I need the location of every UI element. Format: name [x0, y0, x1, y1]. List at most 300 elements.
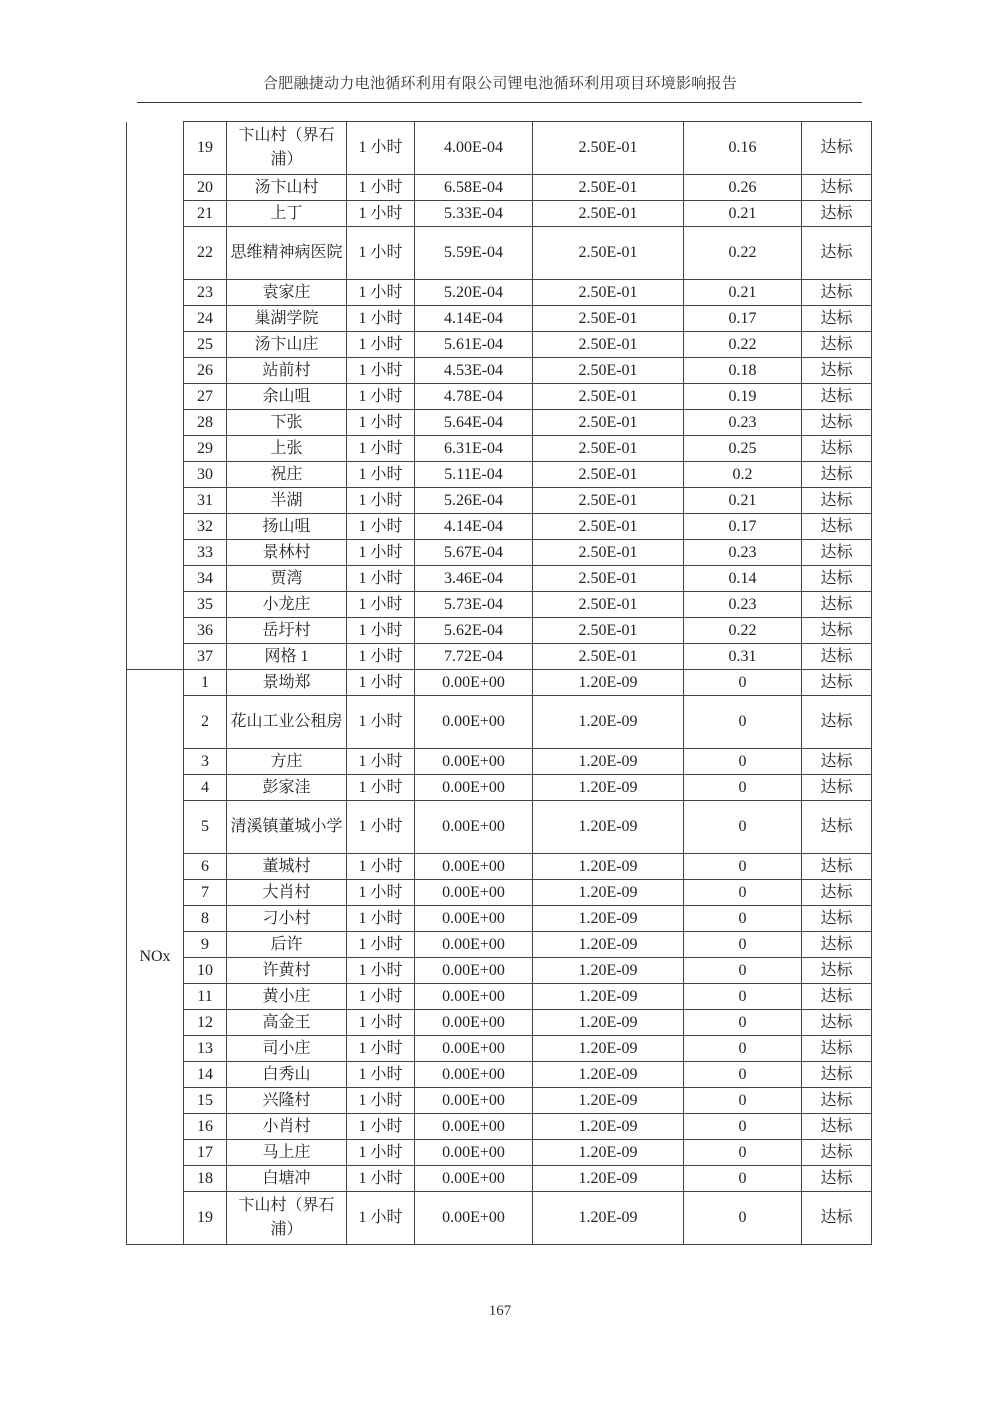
standard-value: 1.20E-09 [533, 932, 684, 958]
percent-of-standard: 0 [684, 1088, 802, 1114]
averaging-period: 1 小时 [347, 644, 415, 670]
standard-value: 1.20E-09 [533, 1036, 684, 1062]
compliance-status: 达标 [802, 410, 872, 436]
pollutant-cell [127, 122, 184, 670]
receptor-name: 花山工业公租房 [227, 696, 347, 749]
receptor-name: 岳圩村 [227, 618, 347, 644]
receptor-name: 彭家洼 [227, 775, 347, 801]
compliance-status: 达标 [802, 880, 872, 906]
predicted-concentration: 4.14E-04 [415, 306, 533, 332]
table-row [127, 1140, 872, 1166]
receptor-name: 黄小庄 [227, 984, 347, 1010]
predicted-concentration: 5.11E-04 [415, 462, 533, 488]
page-number: 167 [488, 1303, 512, 1319]
averaging-period: 1 小时 [347, 201, 415, 227]
row-number: 13 [184, 1036, 227, 1062]
receptor-name: 上张 [227, 436, 347, 462]
table-row [127, 670, 872, 696]
compliance-status: 达标 [802, 462, 872, 488]
predicted-concentration: 0.00E+00 [415, 1062, 533, 1088]
standard-value: 2.50E-01 [533, 175, 684, 201]
predicted-concentration: 0.00E+00 [415, 1166, 533, 1192]
compliance-status: 达标 [802, 1192, 872, 1245]
predicted-concentration: 0.00E+00 [415, 906, 533, 932]
compliance-status: 达标 [802, 644, 872, 670]
table-row [127, 566, 872, 592]
compliance-status: 达标 [802, 1036, 872, 1062]
row-number: 28 [184, 410, 227, 436]
table-row [127, 122, 872, 175]
percent-of-standard: 0.25 [684, 436, 802, 462]
predicted-concentration: 5.64E-04 [415, 410, 533, 436]
table-row [127, 1192, 872, 1245]
averaging-period: 1 小时 [347, 122, 415, 175]
averaging-period: 1 小时 [347, 696, 415, 749]
averaging-period: 1 小时 [347, 775, 415, 801]
receptor-name: 汤卞山村 [227, 175, 347, 201]
table-row [127, 410, 872, 436]
percent-of-standard: 0.23 [684, 592, 802, 618]
receptor-name: 汤卞山庄 [227, 332, 347, 358]
compliance-status: 达标 [802, 488, 872, 514]
row-number: 35 [184, 592, 227, 618]
percent-of-standard: 0 [684, 1036, 802, 1062]
percent-of-standard: 0 [684, 958, 802, 984]
row-number: 9 [184, 932, 227, 958]
table-row [127, 201, 872, 227]
row-number: 23 [184, 280, 227, 306]
percent-of-standard: 0.21 [684, 488, 802, 514]
table-row [127, 332, 872, 358]
compliance-status: 达标 [802, 1166, 872, 1192]
percent-of-standard: 0.17 [684, 306, 802, 332]
compliance-status: 达标 [802, 175, 872, 201]
receptor-name: 卞山村（界石浦） [227, 122, 347, 175]
receptor-name: 马上庄 [227, 1140, 347, 1166]
compliance-status: 达标 [802, 932, 872, 958]
standard-value: 1.20E-09 [533, 880, 684, 906]
compliance-status: 达标 [802, 358, 872, 384]
standard-value: 1.20E-09 [533, 1166, 684, 1192]
averaging-period: 1 小时 [347, 436, 415, 462]
averaging-period: 1 小时 [347, 332, 415, 358]
compliance-status: 达标 [802, 775, 872, 801]
averaging-period: 1 小时 [347, 801, 415, 854]
percent-of-standard: 0.2 [684, 462, 802, 488]
receptor-name: 贾湾 [227, 566, 347, 592]
table-row [127, 906, 872, 932]
receptor-name: 兴隆村 [227, 1088, 347, 1114]
percent-of-standard: 0.19 [684, 384, 802, 410]
standard-value: 2.50E-01 [533, 592, 684, 618]
compliance-status: 达标 [802, 514, 872, 540]
row-number: 26 [184, 358, 227, 384]
percent-of-standard: 0 [684, 854, 802, 880]
row-number: 37 [184, 644, 227, 670]
standard-value: 1.20E-09 [533, 984, 684, 1010]
standard-value: 2.50E-01 [533, 462, 684, 488]
compliance-status: 达标 [802, 280, 872, 306]
standard-value: 1.20E-09 [533, 1062, 684, 1088]
table-row [127, 514, 872, 540]
percent-of-standard: 0 [684, 749, 802, 775]
compliance-status: 达标 [802, 1140, 872, 1166]
table-row [127, 592, 872, 618]
table-row [127, 775, 872, 801]
compliance-status: 达标 [802, 201, 872, 227]
header-divider [137, 102, 862, 103]
table-row [127, 1088, 872, 1114]
percent-of-standard: 0.17 [684, 514, 802, 540]
row-number: 33 [184, 540, 227, 566]
standard-value: 1.20E-09 [533, 1088, 684, 1114]
standard-value: 2.50E-01 [533, 410, 684, 436]
predicted-concentration: 0.00E+00 [415, 801, 533, 854]
standard-value: 2.50E-01 [533, 332, 684, 358]
predicted-concentration: 6.31E-04 [415, 436, 533, 462]
predicted-concentration: 0.00E+00 [415, 1088, 533, 1114]
table-row [127, 1166, 872, 1192]
standard-value: 2.50E-01 [533, 436, 684, 462]
row-number: 6 [184, 854, 227, 880]
row-number: 29 [184, 436, 227, 462]
predicted-concentration: 5.61E-04 [415, 332, 533, 358]
standard-value: 1.20E-09 [533, 801, 684, 854]
table-row [127, 1062, 872, 1088]
receptor-name: 董城村 [227, 854, 347, 880]
percent-of-standard: 0.23 [684, 410, 802, 436]
averaging-period: 1 小时 [347, 592, 415, 618]
percent-of-standard: 0.21 [684, 201, 802, 227]
percent-of-standard: 0 [684, 984, 802, 1010]
averaging-period: 1 小时 [347, 514, 415, 540]
averaging-period: 1 小时 [347, 958, 415, 984]
standard-value: 2.50E-01 [533, 488, 684, 514]
compliance-status: 达标 [802, 906, 872, 932]
compliance-status: 达标 [802, 384, 872, 410]
predicted-concentration: 0.00E+00 [415, 932, 533, 958]
receptor-name: 站前村 [227, 358, 347, 384]
table-row [127, 749, 872, 775]
percent-of-standard: 0.31 [684, 644, 802, 670]
receptor-name: 半湖 [227, 488, 347, 514]
row-number: 11 [184, 984, 227, 1010]
receptor-name: 刁小村 [227, 906, 347, 932]
table-row [127, 932, 872, 958]
compliance-status: 达标 [802, 854, 872, 880]
standard-value: 1.20E-09 [533, 670, 684, 696]
table-row [127, 280, 872, 306]
averaging-period: 1 小时 [347, 175, 415, 201]
predicted-concentration: 0.00E+00 [415, 984, 533, 1010]
predicted-concentration: 5.33E-04 [415, 201, 533, 227]
predicted-concentration: 7.72E-04 [415, 644, 533, 670]
percent-of-standard: 0 [684, 1010, 802, 1036]
table-row [127, 306, 872, 332]
table-row [127, 462, 872, 488]
standard-value: 1.20E-09 [533, 775, 684, 801]
receptor-name: 思维精神病医院 [227, 227, 347, 280]
standard-value: 2.50E-01 [533, 306, 684, 332]
row-number: 16 [184, 1114, 227, 1140]
compliance-status: 达标 [802, 566, 872, 592]
table-row [127, 854, 872, 880]
compliance-status: 达标 [802, 227, 872, 280]
pollutant-cell: NOx [127, 670, 184, 1245]
percent-of-standard: 0 [684, 1166, 802, 1192]
row-number: 4 [184, 775, 227, 801]
averaging-period: 1 小时 [347, 1166, 415, 1192]
compliance-status: 达标 [802, 1114, 872, 1140]
row-number: 17 [184, 1140, 227, 1166]
standard-value: 2.50E-01 [533, 644, 684, 670]
predicted-concentration: 0.00E+00 [415, 1114, 533, 1140]
receptor-name: 白秀山 [227, 1062, 347, 1088]
predicted-concentration: 5.20E-04 [415, 280, 533, 306]
percent-of-standard: 0.23 [684, 540, 802, 566]
receptor-name: 景林村 [227, 540, 347, 566]
averaging-period: 1 小时 [347, 462, 415, 488]
percent-of-standard: 0.26 [684, 175, 802, 201]
predicted-concentration: 0.00E+00 [415, 1010, 533, 1036]
receptor-name: 下张 [227, 410, 347, 436]
standard-value: 2.50E-01 [533, 384, 684, 410]
compliance-status: 达标 [802, 592, 872, 618]
receptor-name: 高金王 [227, 1010, 347, 1036]
standard-value: 1.20E-09 [533, 906, 684, 932]
table-row [127, 696, 872, 749]
compliance-status: 达标 [802, 670, 872, 696]
receptor-name: 余山咀 [227, 384, 347, 410]
percent-of-standard: 0 [684, 670, 802, 696]
predicted-concentration: 4.00E-04 [415, 122, 533, 175]
row-number: 10 [184, 958, 227, 984]
receptor-name: 白塘冲 [227, 1166, 347, 1192]
averaging-period: 1 小时 [347, 749, 415, 775]
row-number: 22 [184, 227, 227, 280]
row-number: 12 [184, 1010, 227, 1036]
averaging-period: 1 小时 [347, 227, 415, 280]
predicted-concentration: 6.58E-04 [415, 175, 533, 201]
predicted-concentration: 0.00E+00 [415, 775, 533, 801]
averaging-period: 1 小时 [347, 1036, 415, 1062]
predicted-concentration: 0.00E+00 [415, 1140, 533, 1166]
row-number: 19 [184, 122, 227, 175]
row-number: 14 [184, 1062, 227, 1088]
standard-value: 2.50E-01 [533, 280, 684, 306]
averaging-period: 1 小时 [347, 566, 415, 592]
row-number: 1 [184, 670, 227, 696]
predicted-concentration: 0.00E+00 [415, 854, 533, 880]
row-number: 27 [184, 384, 227, 410]
table-row [127, 227, 872, 280]
row-number: 36 [184, 618, 227, 644]
receptor-name: 卞山村（界石浦） [227, 1192, 347, 1245]
row-number: 24 [184, 306, 227, 332]
percent-of-standard: 0 [684, 1192, 802, 1245]
row-number: 30 [184, 462, 227, 488]
standard-value: 2.50E-01 [533, 540, 684, 566]
percent-of-standard: 0 [684, 906, 802, 932]
table-row [127, 984, 872, 1010]
table-row [127, 175, 872, 201]
averaging-period: 1 小时 [347, 280, 415, 306]
compliance-status: 达标 [802, 1062, 872, 1088]
row-number: 21 [184, 201, 227, 227]
standard-value: 1.20E-09 [533, 1114, 684, 1140]
predicted-concentration: 0.00E+00 [415, 670, 533, 696]
predicted-concentration: 5.26E-04 [415, 488, 533, 514]
receptor-name: 袁家庄 [227, 280, 347, 306]
predicted-concentration: 4.53E-04 [415, 358, 533, 384]
row-number: 18 [184, 1166, 227, 1192]
percent-of-standard: 0.22 [684, 332, 802, 358]
averaging-period: 1 小时 [347, 540, 415, 566]
table-row [127, 436, 872, 462]
predicted-concentration: 5.73E-04 [415, 592, 533, 618]
compliance-status: 达标 [802, 1010, 872, 1036]
predicted-concentration: 5.59E-04 [415, 227, 533, 280]
percent-of-standard: 0.22 [684, 227, 802, 280]
standard-value: 1.20E-09 [533, 696, 684, 749]
standard-value: 2.50E-01 [533, 566, 684, 592]
compliance-status: 达标 [802, 332, 872, 358]
table-row [127, 880, 872, 906]
table-row [127, 384, 872, 410]
averaging-period: 1 小时 [347, 1088, 415, 1114]
receptor-name: 祝庄 [227, 462, 347, 488]
row-number: 3 [184, 749, 227, 775]
table-row [127, 1114, 872, 1140]
receptor-name: 上丁 [227, 201, 347, 227]
table-row [127, 644, 872, 670]
percent-of-standard: 0 [684, 1062, 802, 1088]
receptor-name: 方庄 [227, 749, 347, 775]
averaging-period: 1 小时 [347, 384, 415, 410]
compliance-status: 达标 [802, 436, 872, 462]
predicted-concentration: 0.00E+00 [415, 1036, 533, 1062]
compliance-status: 达标 [802, 801, 872, 854]
compliance-status: 达标 [802, 618, 872, 644]
table-row [127, 618, 872, 644]
receptor-name: 景坳郑 [227, 670, 347, 696]
row-number: 25 [184, 332, 227, 358]
percent-of-standard: 0 [684, 696, 802, 749]
standard-value: 1.20E-09 [533, 958, 684, 984]
receptor-name: 小龙庄 [227, 592, 347, 618]
percent-of-standard: 0 [684, 801, 802, 854]
compliance-status: 达标 [802, 696, 872, 749]
row-number: 8 [184, 906, 227, 932]
predicted-concentration: 4.14E-04 [415, 514, 533, 540]
averaging-period: 1 小时 [347, 1192, 415, 1245]
percent-of-standard: 0.16 [684, 122, 802, 175]
standard-value: 1.20E-09 [533, 854, 684, 880]
percent-of-standard: 0 [684, 775, 802, 801]
averaging-period: 1 小时 [347, 670, 415, 696]
averaging-period: 1 小时 [347, 358, 415, 384]
percent-of-standard: 0.21 [684, 280, 802, 306]
standard-value: 2.50E-01 [533, 618, 684, 644]
compliance-status: 达标 [802, 540, 872, 566]
averaging-period: 1 小时 [347, 618, 415, 644]
row-number: 20 [184, 175, 227, 201]
percent-of-standard: 0 [684, 1140, 802, 1166]
receptor-name: 司小庄 [227, 1036, 347, 1062]
standard-value: 2.50E-01 [533, 358, 684, 384]
predicted-concentration: 0.00E+00 [415, 958, 533, 984]
predicted-concentration: 4.78E-04 [415, 384, 533, 410]
predicted-concentration: 5.62E-04 [415, 618, 533, 644]
row-number: 31 [184, 488, 227, 514]
standard-value: 1.20E-09 [533, 1140, 684, 1166]
predicted-concentration: 0.00E+00 [415, 880, 533, 906]
compliance-status: 达标 [802, 958, 872, 984]
compliance-status: 达标 [802, 984, 872, 1010]
receptor-name: 后许 [227, 932, 347, 958]
row-number: 5 [184, 801, 227, 854]
percent-of-standard: 0 [684, 932, 802, 958]
row-number: 15 [184, 1088, 227, 1114]
averaging-period: 1 小时 [347, 410, 415, 436]
averaging-period: 1 小时 [347, 1062, 415, 1088]
percent-of-standard: 0.22 [684, 618, 802, 644]
averaging-period: 1 小时 [347, 1114, 415, 1140]
row-number: 2 [184, 696, 227, 749]
receptor-name: 扬山咀 [227, 514, 347, 540]
table-row [127, 958, 872, 984]
receptor-name: 大肖村 [227, 880, 347, 906]
averaging-period: 1 小时 [347, 880, 415, 906]
receptor-name: 许黄村 [227, 958, 347, 984]
standard-value: 2.50E-01 [533, 201, 684, 227]
table-row [127, 1036, 872, 1062]
receptor-name: 网格 1 [227, 644, 347, 670]
compliance-status: 达标 [802, 122, 872, 175]
predicted-concentration: 0.00E+00 [415, 1192, 533, 1245]
receptor-name: 巢湖学院 [227, 306, 347, 332]
compliance-status: 达标 [802, 306, 872, 332]
compliance-status: 达标 [802, 749, 872, 775]
percent-of-standard: 0.14 [684, 566, 802, 592]
standard-value: 2.50E-01 [533, 514, 684, 540]
table-row [127, 801, 872, 854]
averaging-period: 1 小时 [347, 488, 415, 514]
receptor-name: 小肖村 [227, 1114, 347, 1140]
averaging-period: 1 小时 [347, 1140, 415, 1166]
averaging-period: 1 小时 [347, 306, 415, 332]
standard-value: 1.20E-09 [533, 1192, 684, 1245]
predicted-concentration: 5.67E-04 [415, 540, 533, 566]
row-number: 19 [184, 1192, 227, 1245]
standard-value: 2.50E-01 [533, 227, 684, 280]
averaging-period: 1 小时 [347, 1010, 415, 1036]
predicted-concentration: 3.46E-04 [415, 566, 533, 592]
standard-value: 2.50E-01 [533, 122, 684, 175]
averaging-period: 1 小时 [347, 932, 415, 958]
receptor-name: 清溪镇董城小学 [227, 801, 347, 854]
row-number: 32 [184, 514, 227, 540]
compliance-status: 达标 [802, 1088, 872, 1114]
row-number: 7 [184, 880, 227, 906]
averaging-period: 1 小时 [347, 854, 415, 880]
report-header-title: 合肥融捷动力电池循环利用有限公司锂电池循环利用项目环境影响报告 [262, 74, 738, 92]
row-number: 34 [184, 566, 227, 592]
table-row [127, 1010, 872, 1036]
averaging-period: 1 小时 [347, 984, 415, 1010]
concentration-table [126, 121, 872, 1245]
table-row [127, 358, 872, 384]
